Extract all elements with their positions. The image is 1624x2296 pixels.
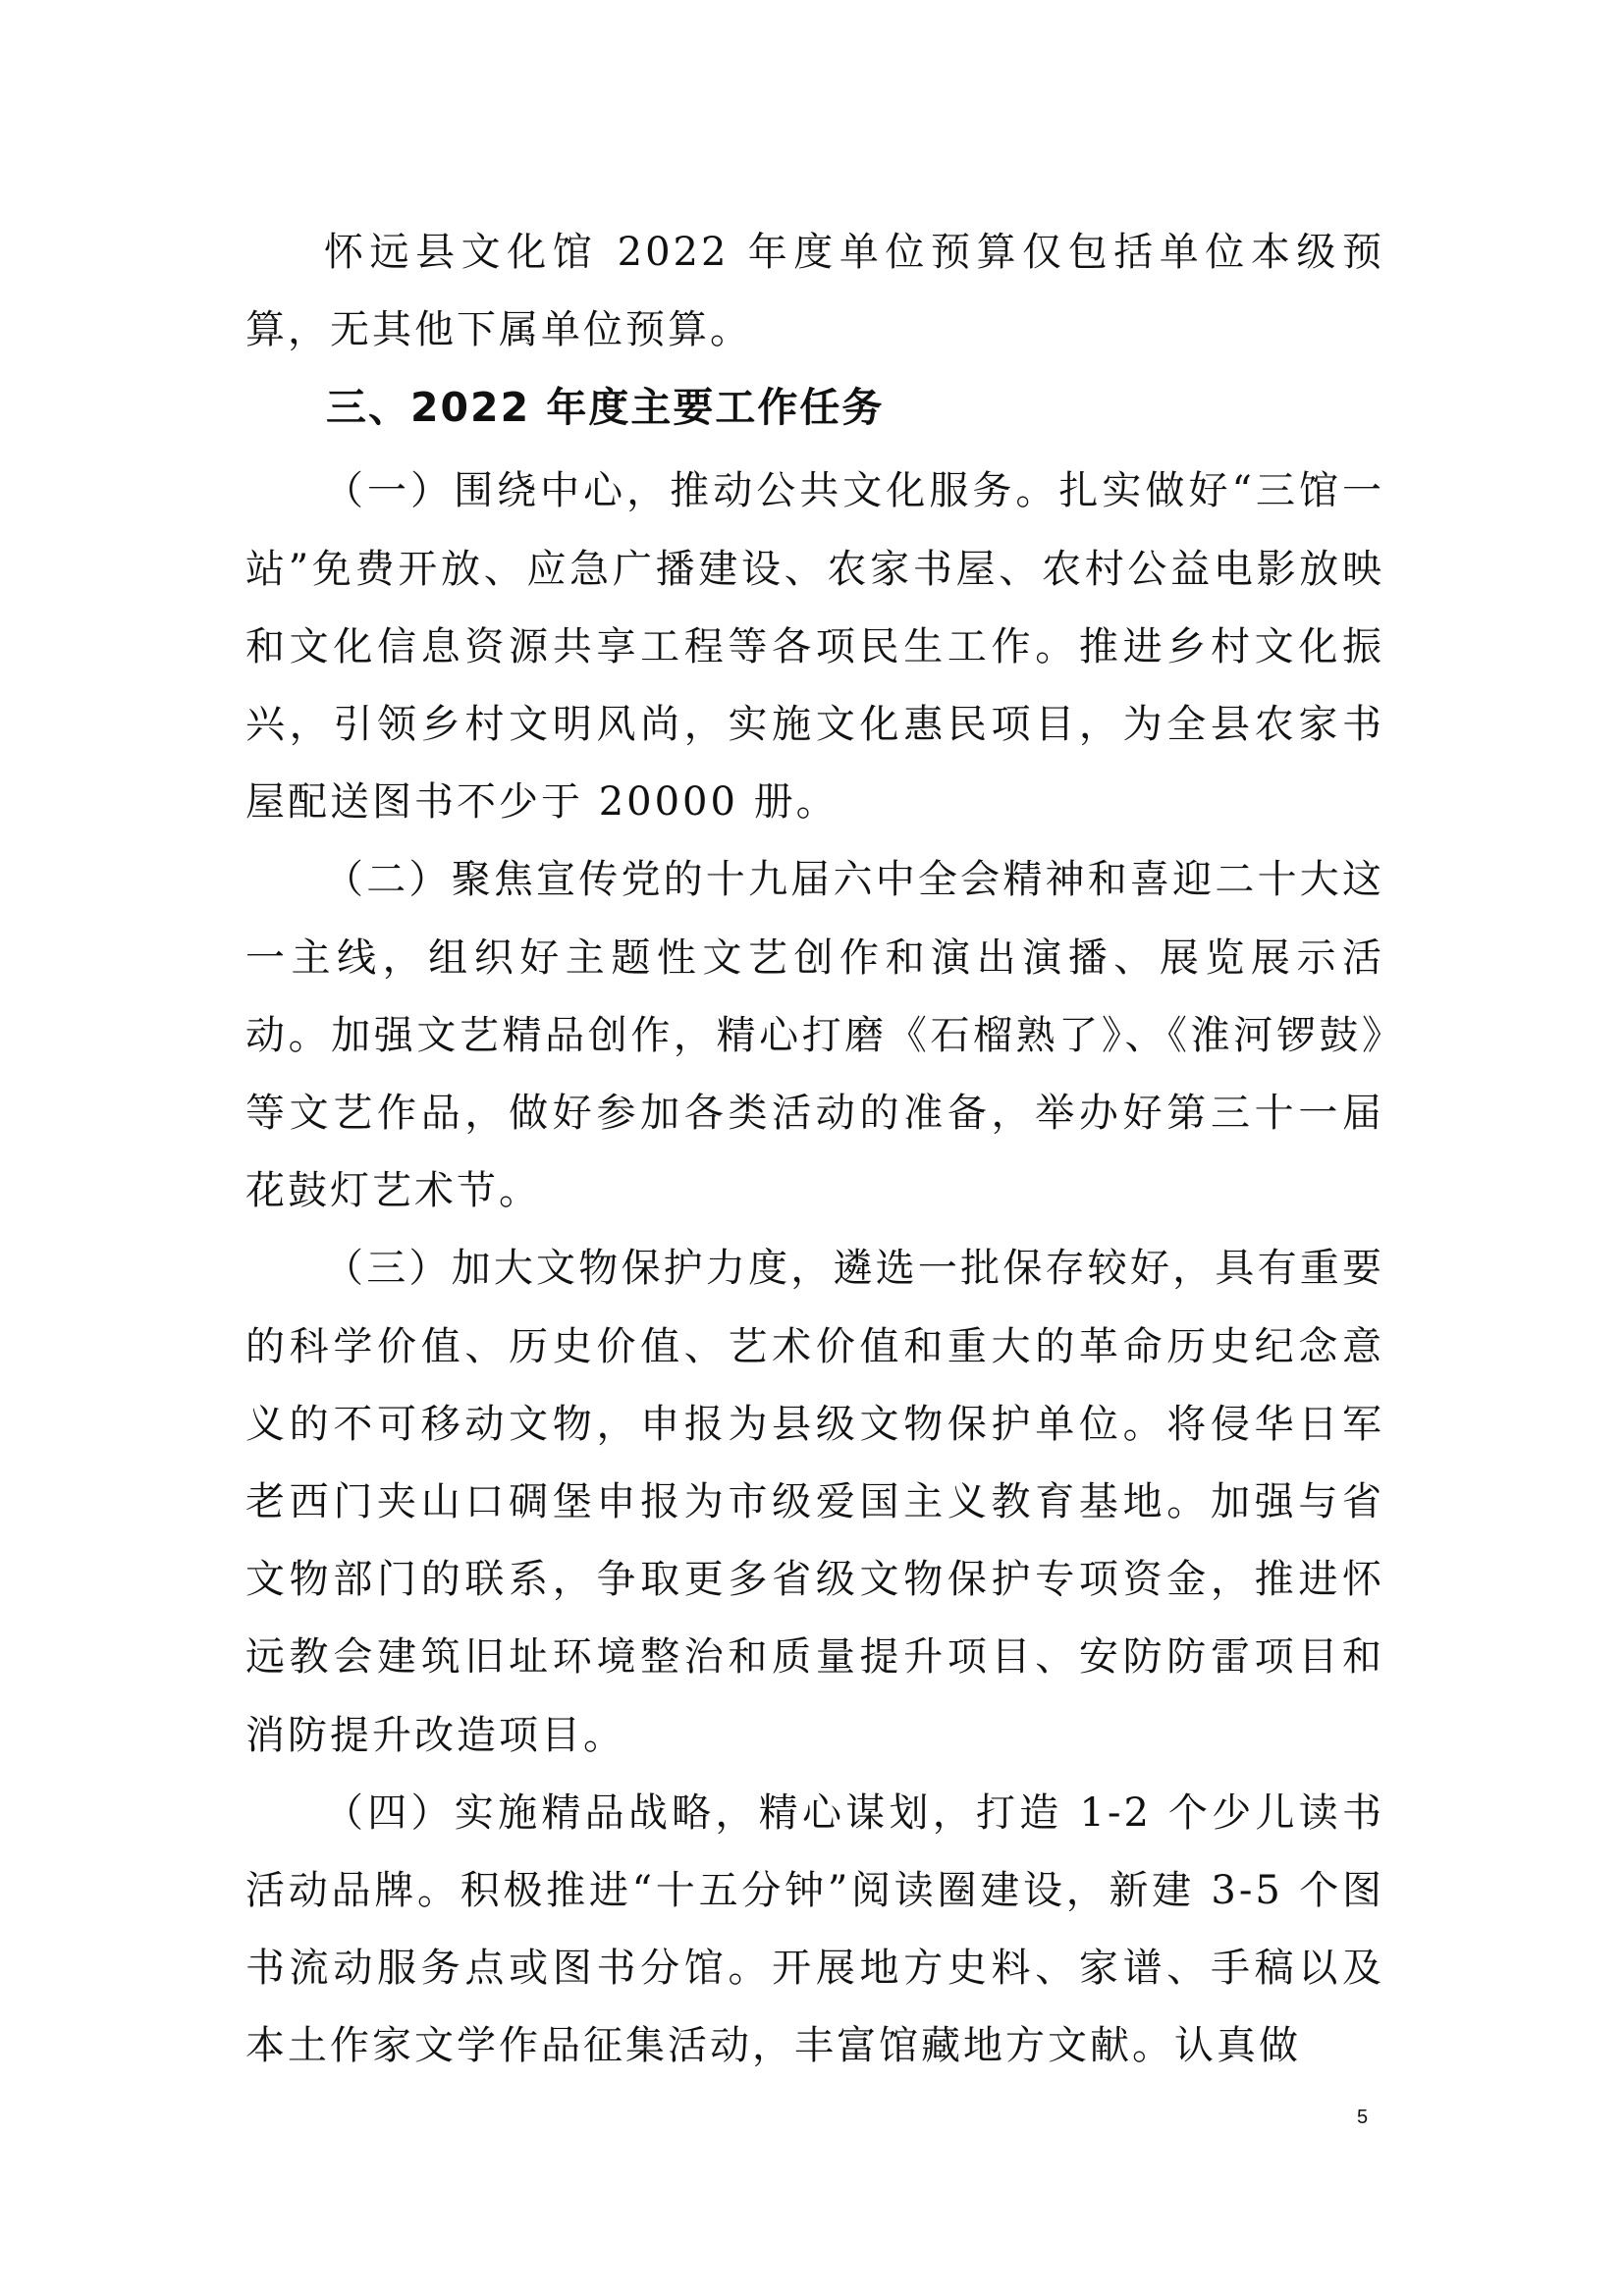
page-number: 5 [1357, 2107, 1369, 2128]
task-item-2: （二）聚焦宣传党的十九届六中全会精神和喜迎二十大这一主线，组织好主题性文艺创作和演出演播、展览展示活动。加强文艺精品创作，精心打磨《石榴熟了》、《淮河锣鼓》等文艺作品，做好参加各类活动的准备，举办好第三十一届花鼓灯艺术节。 [245, 857, 1384, 1214]
intro-paragraph: 怀远县文化馆 2022 年度单位预算仅包括单位本级预算，无其他下属单位预算。 [245, 230, 1384, 353]
task-item-3: （三）加大文物保护力度，遴选一批保存较好，具有重要的科学价值、历史价值、艺术价值和重大的革命历史纪念意义的不可移动文物，申报为县级文物保护单位。将侵华日军老西门夹山口碉堡申报为市级爱国主义教育基地。加强与省文物部门的联系，争取更多省级文物保护专项资金，推进怀远教会建筑旧址环境整治和质量提升项目、安防防雷项目和消防提升改造项目。 [245, 1246, 1384, 1758]
task-item-1: （一）围绕中心，推动公共文化服务。扎实做好“三馆一站”免费开放、应急广播建设、农家书屋、农村公益电影放映和文化信息资源共享工程等各项民生工作。推进乡村文化振兴，引领乡村文明风尚，实施文化惠民项目，为全县农家书屋配送图书不少于 20000 册。 [245, 468, 1384, 826]
section-heading: 三、2022 年度主要工作任务 [326, 384, 885, 432]
task-item-4: （四）实施精品战略，精心谋划，打造 1-2 个少儿读书活动品牌。积极推进“十五分钟”阅读圈建设，新建 3-5 个图书流动服务点或图书分馆。开展地方史料、家谱、手稿以及本土作家文学作品征集活动，丰富馆藏地方文献。认真做 [245, 1789, 1384, 2069]
document-body [245, 214, 1384, 2086]
